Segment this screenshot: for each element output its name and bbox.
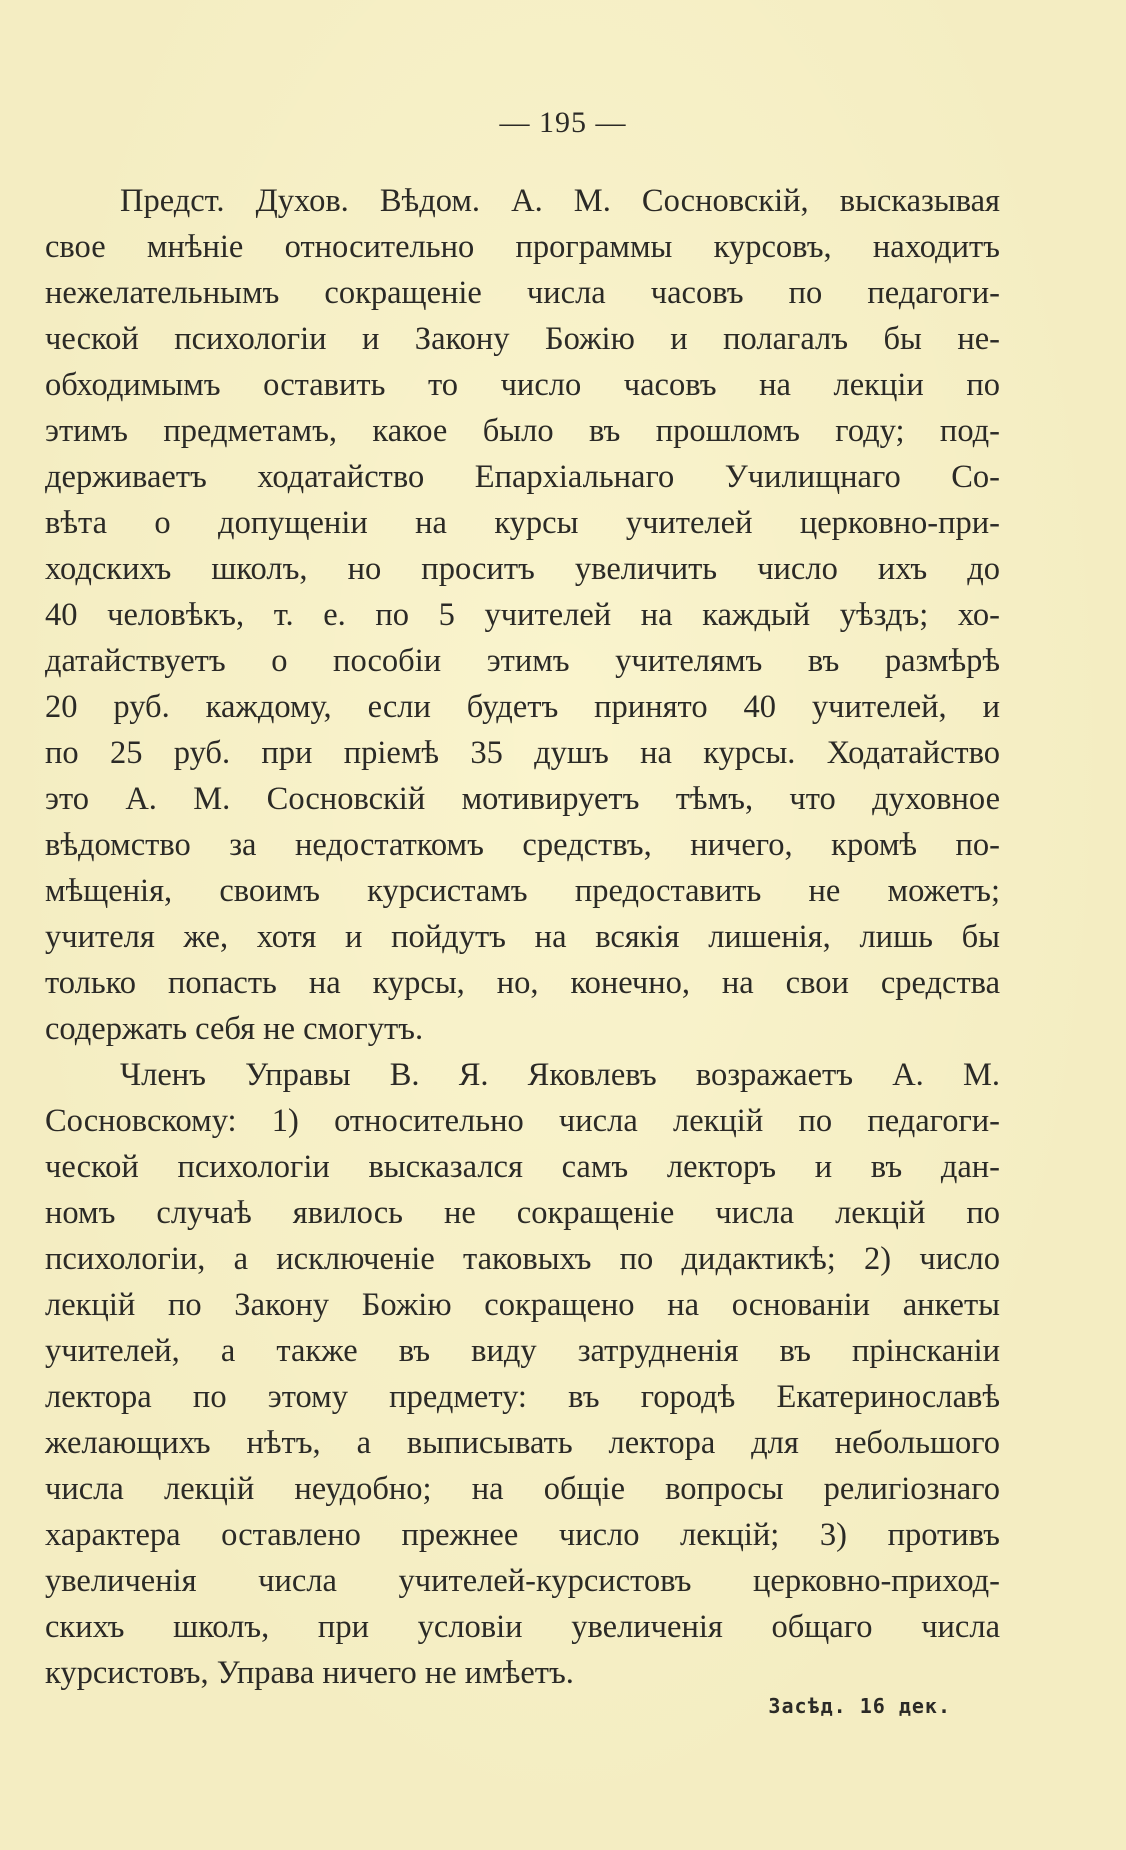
text-line: курсистовъ, Управа ничего не имѣетъ. <box>45 1655 574 1691</box>
text-line: Членъ Управы В. Я. Яковлевъ возражаетъ А. М. <box>120 1057 1000 1093</box>
text-line: 40 человѣкъ, т. е. по 5 учителей на каждый уѣздъ; хо- <box>45 597 1000 633</box>
text-line: вѣта о допущеніи на курсы учителей церковно-при- <box>45 505 1000 541</box>
text-line: характера оставлено прежнее число лекцій; 3) противъ <box>45 1517 1000 1553</box>
text-line: ческой психологіи высказался самъ лекторъ и въ дан- <box>45 1149 1000 1185</box>
text-line: этимъ предметамъ, какое было въ прошломъ году; под- <box>45 413 1000 449</box>
text-line: ческой психологіи и Закону Божію и полагалъ бы не- <box>45 321 1000 357</box>
text-line: Сосновскому: 1) относительно числа лекцій по педагоги- <box>45 1103 1000 1139</box>
text-line: это А. М. Сосновскій мотивируетъ тѣмъ, что духовное <box>45 781 1000 817</box>
text-line: мѣщенія, своимъ курсистамъ предоставить не можетъ; <box>45 873 1000 909</box>
text-line: свое мнѣніе относительно программы курсовъ, находитъ <box>45 229 1000 265</box>
page-number: — 195 — <box>499 106 627 139</box>
text-line: датайствуетъ о пособіи этимъ учителямъ въ размѣрѣ <box>45 643 1000 679</box>
text-line: учителей, а также въ виду затрудненія въ прінсканіи <box>45 1333 1000 1369</box>
text-line: по 25 руб. при пріемѣ 35 душъ на курсы. Ходатайство <box>45 735 1000 771</box>
text-line: числа лекцій неудобно; на общіе вопросы религіознаго <box>45 1471 1000 1507</box>
text-line: учителя же, хотя и пойдутъ на всякія лишенія, лишь бы <box>45 919 1000 955</box>
text-line: номъ случаѣ явилось не сокращеніе числа лекцій по <box>45 1195 1000 1231</box>
footer-signature: Засѣд. 16 дек. <box>768 1694 951 1718</box>
text-line: лектора по этому предмету: въ городѣ Екатеринославѣ <box>45 1379 1000 1415</box>
text-line: желающихъ нѣтъ, а выписывать лектора для небольшого <box>45 1425 1000 1461</box>
text-line: ходскихъ школъ, но проситъ увеличить число ихъ до <box>45 551 1000 587</box>
text-line: только попасть на курсы, но, конечно, на свои средства <box>45 965 1000 1001</box>
text-line: нежелательнымъ сокращеніе числа часовъ по педагоги- <box>45 275 1000 311</box>
text-line: обходимымъ оставить то число часовъ на лекціи по <box>45 367 1000 403</box>
text-line: скихъ школъ, при условіи увеличенія общаго числа <box>45 1609 1000 1645</box>
text-line: вѣдомство за недостаткомъ средствъ, ничего, кромѣ по- <box>45 827 1000 863</box>
body-text <box>45 178 1000 1696</box>
text-line: 20 руб. каждому, если будетъ принято 40 учителей, и <box>45 689 1000 725</box>
text-line: Предст. Духов. Вѣдом. А. М. Сосновскій, высказывая <box>120 183 1000 219</box>
text-line: лекцій по Закону Божію сокращено на основаніи анкеты <box>45 1287 1000 1323</box>
text-line: содержать себя не смогутъ. <box>45 1011 424 1047</box>
text-line: держиваетъ ходатайство Епархіальнаго Училищнаго Со- <box>45 459 1000 495</box>
text-line: психологіи, а исключеніе таковыхъ по дидактикѣ; 2) число <box>45 1241 1000 1277</box>
text-line: увеличенія числа учителей-курсистовъ церковно-приход- <box>45 1563 1000 1599</box>
